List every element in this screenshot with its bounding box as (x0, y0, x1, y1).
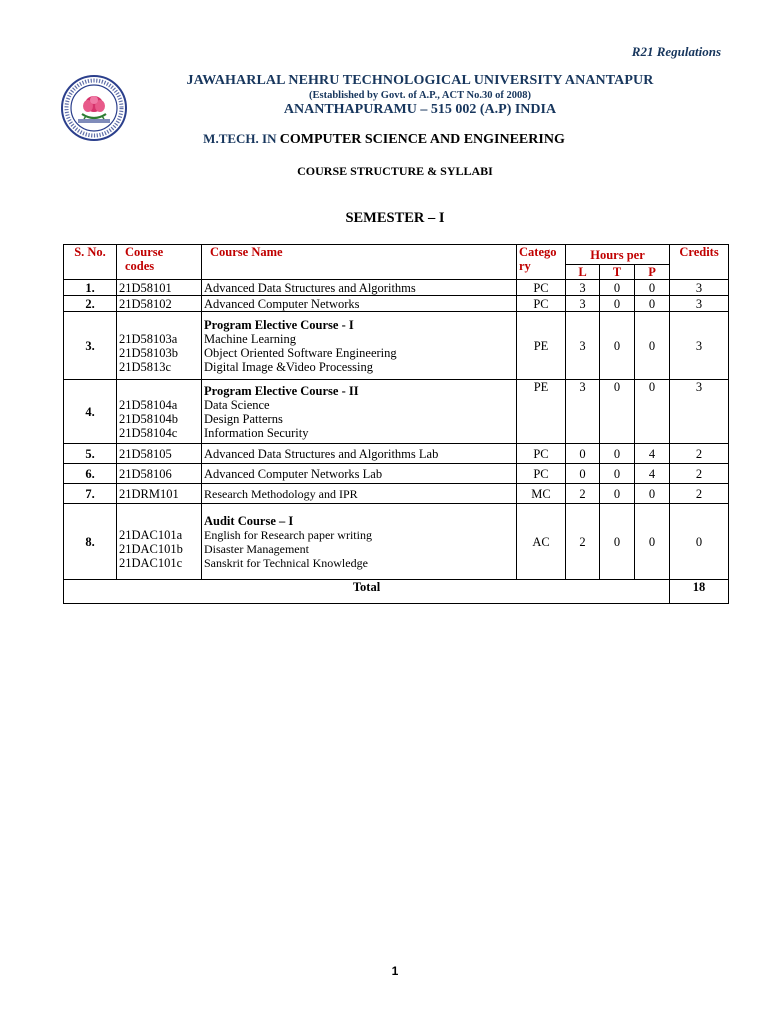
row-sno: 6. (64, 464, 117, 484)
row-category: PC (517, 280, 566, 296)
table-row (64, 504, 729, 580)
row-credits: 3 (670, 380, 729, 444)
course-code: 21D58103a (119, 331, 178, 346)
row-p: 0 (635, 312, 670, 380)
row-l: 3 (566, 296, 600, 312)
row-credits: 3 (670, 312, 729, 380)
course-name: Sanskrit for Technical Knowledge (204, 555, 368, 570)
row-category: PC (517, 444, 566, 464)
table-row (64, 484, 729, 504)
row-course-codes (117, 380, 202, 444)
course-code: 21DRM101 (119, 486, 179, 501)
establishment-note: (Established by Govt. of A.P., ACT No.30 of 2008) (309, 90, 531, 101)
row-course-name (202, 464, 517, 484)
row-l: 0 (566, 464, 600, 484)
table-row (64, 444, 729, 464)
header-course-name: Course Name (202, 245, 517, 280)
row-sno: 8. (64, 504, 117, 580)
course-code: 21D58104a (119, 397, 178, 412)
course-table (63, 244, 729, 604)
row-t: 0 (600, 296, 635, 312)
row-course-codes (117, 504, 202, 580)
course-name: Advanced Computer Networks (204, 296, 360, 311)
row-category: MC (517, 484, 566, 504)
row-credits: 0 (670, 504, 729, 580)
row-course-name (202, 296, 517, 312)
row-sno: 1. (64, 280, 117, 296)
course-name: Machine Learning (204, 331, 296, 346)
course-name: Information Security (204, 425, 309, 440)
course-structure-heading: COURSE STRUCTURE & SYLLABI (297, 164, 493, 178)
row-course-codes (117, 464, 202, 484)
row-t: 0 (600, 280, 635, 296)
table-row (64, 380, 729, 444)
row-course-name (202, 504, 517, 580)
table-row (64, 464, 729, 484)
course-name: Research Methodology and IPR (204, 486, 358, 501)
row-credits: 2 (670, 464, 729, 484)
row-l: 0 (566, 444, 600, 464)
course-name: Advanced Data Structures and Algorithms Lab (204, 446, 439, 461)
header-course-codes-line2: codes (125, 259, 155, 273)
header-course-codes-line1: Course (125, 245, 164, 259)
course-code: 21D58104b (119, 411, 179, 426)
course-name: Advanced Computer Networks Lab (204, 466, 383, 481)
row-course-codes (117, 312, 202, 380)
header-hours-per: Hours per (566, 245, 670, 265)
course-name: Disaster Management (204, 541, 309, 556)
course-name: Data Science (204, 397, 270, 412)
row-sno: 4. (64, 380, 117, 444)
row-p: 0 (635, 280, 670, 296)
table-row (64, 296, 729, 312)
row-p: 4 (635, 464, 670, 484)
header-t: T (600, 265, 635, 280)
table-row (64, 280, 729, 296)
row-t: 0 (600, 504, 635, 580)
university-address: ANANTHAPURAMU – 515 002 (A.P) INDIA (283, 102, 557, 117)
header-credits: Credits (670, 245, 729, 280)
course-code: 21D58106 (119, 466, 172, 481)
row-course-name (202, 312, 517, 380)
row-t: 0 (600, 444, 635, 464)
row-t: 0 (600, 380, 635, 444)
row-course-codes (117, 444, 202, 464)
row-category: PC (517, 464, 566, 484)
header-category-line2: ry (519, 259, 531, 273)
course-name: Design Patterns (204, 411, 283, 426)
header-sno: S. No. (64, 245, 117, 280)
row-course-name (202, 280, 517, 296)
row-l: 3 (566, 312, 600, 380)
row-p: 0 (635, 504, 670, 580)
row-t: 0 (600, 312, 635, 380)
course-code: 21DAC101c (119, 555, 183, 570)
total-label: Total (64, 580, 670, 604)
table-header-row (64, 245, 729, 265)
total-credits: 18 (670, 580, 729, 604)
course-code: 21D58103b (119, 345, 179, 360)
header-category (517, 245, 566, 280)
semester-heading: SEMESTER – I (345, 210, 445, 226)
row-t: 0 (600, 484, 635, 504)
elective-group-title: Program Elective Course - I (204, 317, 354, 332)
row-l: 2 (566, 504, 600, 580)
row-category: PC (517, 296, 566, 312)
row-category: AC (517, 504, 566, 580)
elective-group-title: Program Elective Course - II (204, 383, 359, 398)
program-prefix: M.TECH. IN (203, 131, 277, 146)
header-course-codes (117, 245, 202, 280)
course-code: 21DAC101b (119, 541, 183, 556)
row-sno: 5. (64, 444, 117, 464)
header-l: L (566, 265, 600, 280)
page-number: 1 (391, 964, 399, 978)
row-course-name (202, 380, 517, 444)
row-course-name (202, 484, 517, 504)
row-category: PE (517, 312, 566, 380)
course-name: Object Oriented Software Engineering (204, 345, 397, 360)
header-category-line1: Catego (519, 245, 557, 259)
row-course-name (202, 444, 517, 464)
course-name: Digital Image &Video Processing (204, 359, 374, 374)
course-code: 21D58105 (119, 446, 172, 461)
course-code: 21D5813c (119, 359, 172, 374)
row-p: 0 (635, 484, 670, 504)
row-l: 2 (566, 484, 600, 504)
program-name: COMPUTER SCIENCE AND ENGINEERING (279, 132, 565, 147)
row-t: 0 (600, 464, 635, 484)
row-sno: 7. (64, 484, 117, 504)
row-credits: 2 (670, 444, 729, 464)
course-code: 21DAC101a (119, 527, 183, 542)
row-l: 3 (566, 280, 600, 296)
row-category: PE (517, 380, 566, 444)
course-code: 21D58102 (119, 296, 172, 311)
course-name: Advanced Data Structures and Algorithms (204, 280, 416, 295)
table-row (64, 312, 729, 380)
course-code: 21D58104c (119, 425, 178, 440)
row-credits: 3 (670, 296, 729, 312)
row-credits: 3 (670, 280, 729, 296)
elective-group-title: Audit Course – I (204, 513, 294, 528)
row-sno: 2. (64, 296, 117, 312)
course-name: English for Research paper writing (204, 527, 372, 542)
row-p: 4 (635, 444, 670, 464)
row-course-codes (117, 296, 202, 312)
row-course-codes (117, 280, 202, 296)
course-code: 21D58101 (119, 280, 172, 295)
row-p: 0 (635, 296, 670, 312)
header-p: P (635, 265, 670, 280)
row-credits: 2 (670, 484, 729, 504)
total-row (64, 580, 729, 604)
row-p: 0 (635, 380, 670, 444)
row-sno: 3. (64, 312, 117, 380)
university-name: JAWAHARLAL NEHRU TECHNOLOGICAL UNIVERSITY ANANTAPUR (186, 73, 654, 88)
program-title (0, 131, 768, 148)
regulations-label: R21 Regulations (631, 44, 721, 59)
row-l: 3 (566, 380, 600, 444)
row-course-codes (117, 484, 202, 504)
